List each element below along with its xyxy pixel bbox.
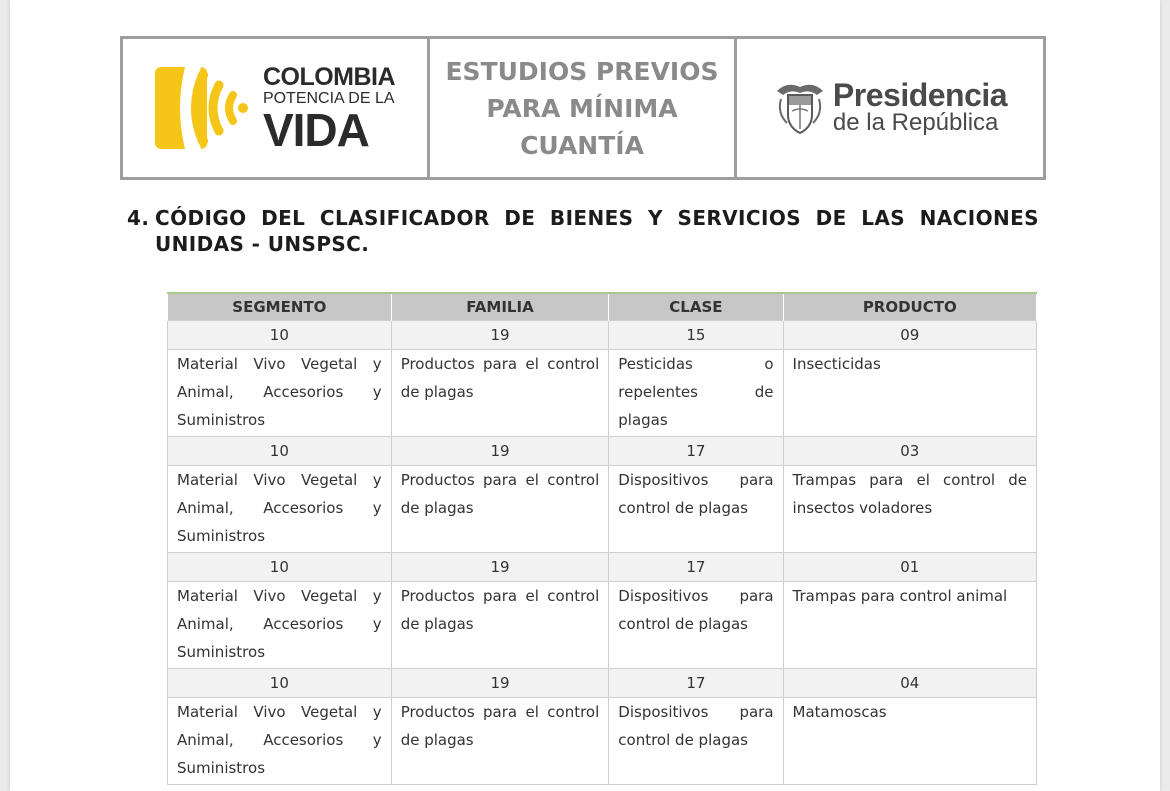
- cell-familia-code: 19: [391, 437, 609, 466]
- coat-of-arms-icon: [773, 79, 827, 137]
- table-row-codes: [168, 669, 1037, 698]
- table-row-names: [168, 466, 1037, 553]
- cell-clase-code: 15: [609, 321, 783, 350]
- cell-clase-name: Pesticidas o repelentes de plagas: [609, 350, 783, 437]
- column-header-clase: CLASE: [609, 293, 783, 321]
- cell-segmento-name: Material Vivo Vegetal y Animal, Accesorios y Suministros: [168, 582, 392, 669]
- cell-segmento-name: Material Vivo Vegetal y Animal, Accesorios y Suministros: [168, 466, 392, 553]
- document-page: [10, 0, 1160, 791]
- section-title: CÓDIGO DEL CLASIFICADOR DE BIENES Y SERVICIOS DE LAS NACIONES UNIDAS - UNSPSC.: [155, 206, 1039, 256]
- cell-producto-name: Matamoscas: [783, 698, 1036, 785]
- table-row-names: [168, 698, 1037, 785]
- cell-segmento-code: 10: [168, 553, 392, 582]
- cell-segmento-code: 10: [168, 669, 392, 698]
- document-title-line: ESTUDIOS PREVIOS: [445, 56, 719, 86]
- cell-familia-name: Productos para el control de plagas: [391, 582, 609, 669]
- cell-producto-name: Trampas para control animal: [783, 582, 1036, 669]
- table-row-codes: [168, 553, 1037, 582]
- document-header: [120, 36, 1046, 180]
- section-heading: [127, 205, 1039, 257]
- cell-producto-name: Insecticidas: [783, 350, 1036, 437]
- table-header-row: [168, 293, 1037, 321]
- presidencia-text: Presidencia: [832, 77, 1008, 113]
- cell-producto-code: 03: [783, 437, 1036, 466]
- table-row-names: [168, 350, 1037, 437]
- header-presidencia-cell: [737, 39, 1043, 177]
- column-header-familia: FAMILIA: [391, 293, 609, 321]
- document-title-line: CUANTÍA: [520, 130, 644, 160]
- colombia-logo-icon: [155, 67, 251, 149]
- cell-familia-code: 19: [391, 553, 609, 582]
- cell-familia-name: Productos para el control de plagas: [391, 698, 609, 785]
- cell-segmento-name: Material Vivo Vegetal y Animal, Accesorios y Suministros: [168, 698, 392, 785]
- cell-clase-name: Dispositivos para control de plagas: [609, 698, 783, 785]
- cell-clase-name: Dispositivos para control de plagas: [609, 466, 783, 553]
- column-header-segmento: SEGMENTO: [168, 293, 392, 321]
- header-title-cell: [430, 39, 737, 177]
- cell-producto-name: Trampas para el control de insectos voladores: [783, 466, 1036, 553]
- cell-familia-name: Productos para el control de plagas: [391, 350, 609, 437]
- column-header-producto: PRODUCTO: [783, 293, 1036, 321]
- cell-familia-code: 19: [391, 321, 609, 350]
- unspsc-table: [167, 292, 1037, 785]
- cell-clase-code: 17: [609, 437, 783, 466]
- presidencia-logo: [773, 79, 1007, 137]
- cell-clase-code: 17: [609, 669, 783, 698]
- logo-text-vida: VIDA: [262, 104, 369, 156]
- table-row-codes: [168, 321, 1037, 350]
- section-number: 4.: [127, 206, 150, 230]
- table-row-codes: [168, 437, 1037, 466]
- colombia-potencia-de-la-vida-logo: [155, 63, 396, 156]
- cell-segmento-code: 10: [168, 437, 392, 466]
- republica-text: de la República: [832, 109, 999, 136]
- document-title-line: PARA MÍNIMA: [486, 93, 678, 123]
- cell-clase-name: Dispositivos para control de plagas: [609, 582, 783, 669]
- cell-familia-name: Productos para el control de plagas: [391, 466, 609, 553]
- cell-familia-code: 19: [391, 669, 609, 698]
- cell-segmento-code: 10: [168, 321, 392, 350]
- logo-text-potencia: POTENCIA DE LA: [262, 90, 395, 107]
- table-row-names: [168, 582, 1037, 669]
- cell-segmento-name: Material Vivo Vegetal y Animal, Accesorios y Suministros: [168, 350, 392, 437]
- header-logo-cell: [123, 39, 430, 177]
- cell-producto-code: 09: [783, 321, 1036, 350]
- logo-text-colombia: COLOMBIA: [262, 63, 396, 91]
- document-title: [445, 53, 718, 164]
- cell-producto-code: 01: [783, 553, 1036, 582]
- cell-producto-code: 04: [783, 669, 1036, 698]
- cell-clase-code: 17: [609, 553, 783, 582]
